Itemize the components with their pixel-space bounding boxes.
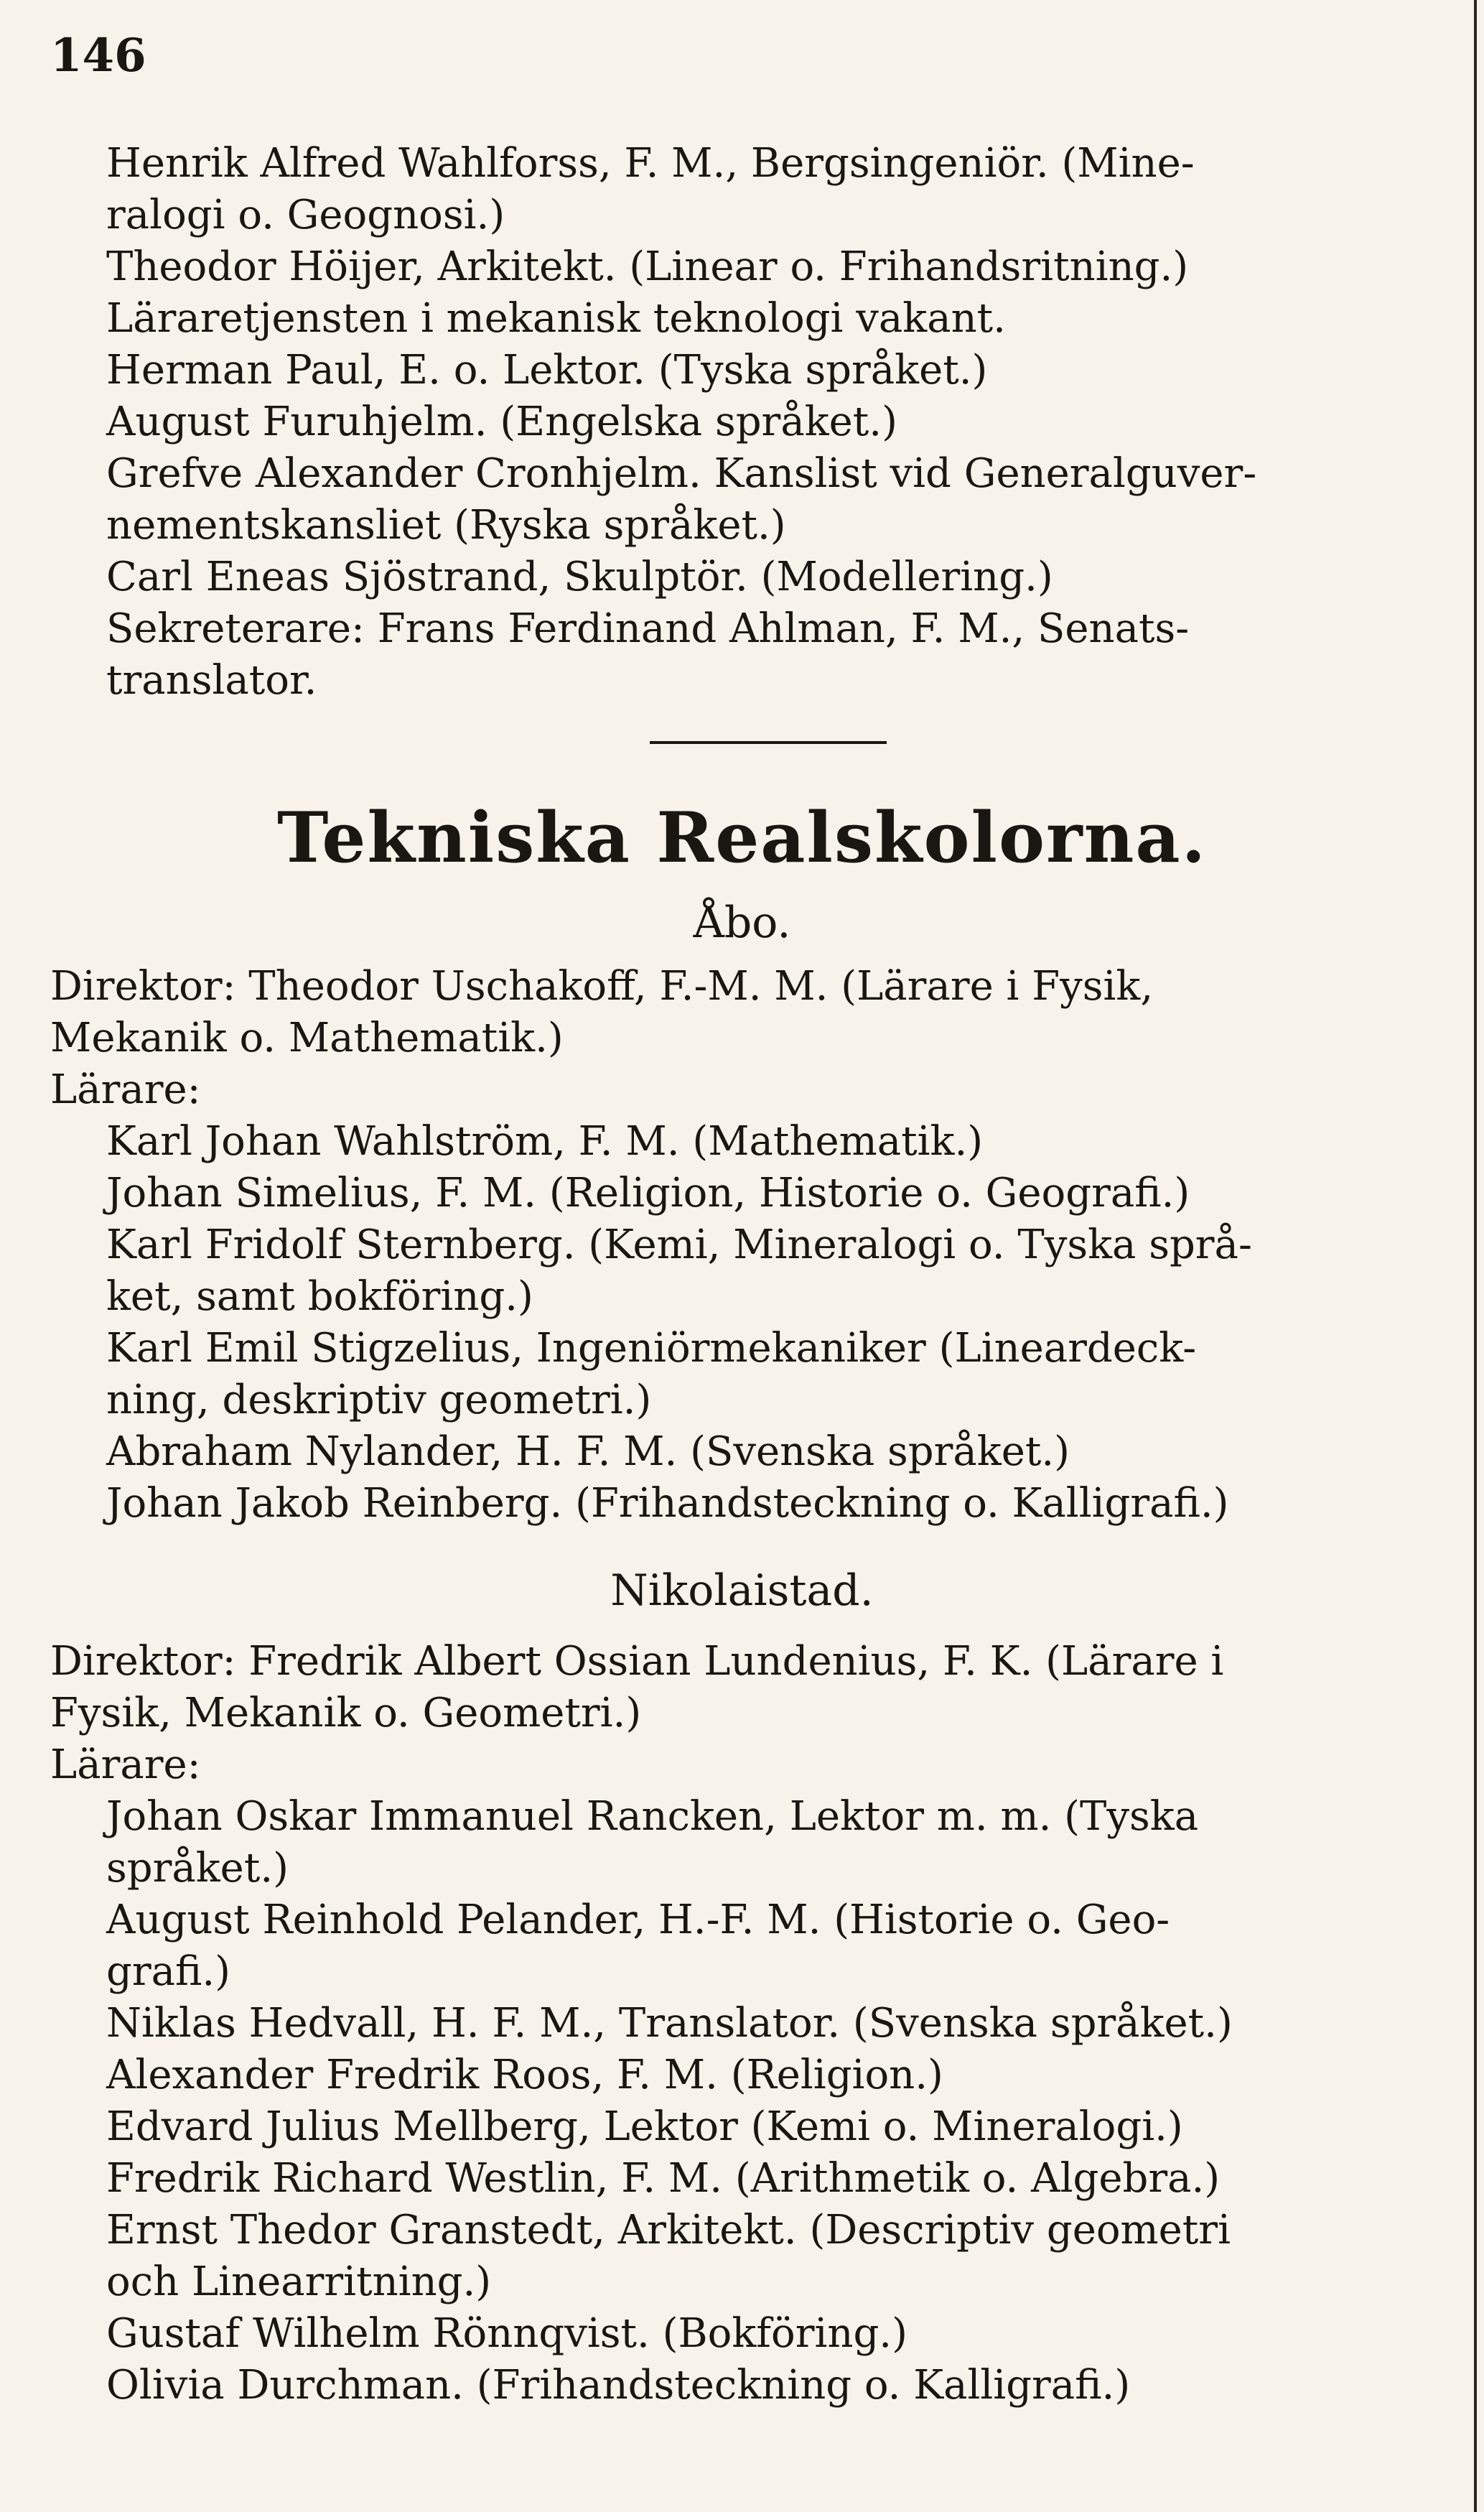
entry-line: Sekreterare: Frans Ferdinand Ahlman, F. M., Senats- — [106, 605, 1190, 652]
abo-teachers-label: Lärare: — [50, 1066, 201, 1113]
entry-line: nementskansliet (Ryska språket.) — [106, 502, 786, 549]
nikolaistad-teacher-line: Edvard Julius Mellberg, Lektor (Kemi o. Mineralogi.) — [106, 2103, 1183, 2150]
nikolaistad-teacher-line: Ernst Thedor Granstedt, Arkitekt. (Descriptiv geometri — [106, 2207, 1231, 2253]
entry-line: Henrik Alfred Wahlforss, F. M., Bergsingeniör. (Mine- — [106, 140, 1195, 187]
nikolaistad-teacher-line: språket.) — [106, 1845, 289, 1892]
nikolaistad-teachers-label: Lärare: — [50, 1741, 201, 1788]
entry-line: Theodor Höijer, Arkitekt. (Linear o. Frihandsritning.) — [106, 243, 1189, 290]
nikolaistad-teacher-line: Fredrik Richard Westlin, F. M. (Arithmetik o. Algebra.) — [106, 2155, 1221, 2202]
nikolaistad-teacher-line: Niklas Hedvall, H. F. M., Translator. (Svenska språket.) — [106, 2000, 1233, 2047]
section-divider — [650, 741, 887, 744]
entry-line: ralogi o. Geognosi.) — [106, 192, 505, 238]
nikolaistad-teacher-line: Gustaf Wilhelm Rönnqvist. (Bokföring.) — [106, 2310, 907, 2357]
entry-line: Herman Paul, E. o. Lektor. (Tyska språket.) — [106, 347, 988, 394]
abo-title: Åbo. — [693, 898, 791, 948]
nikolaistad-teacher-line: Johan Oskar Immanuel Rancken, Lektor m. m. (Tyska — [106, 1793, 1199, 1840]
entry-line: August Furuhjelm. (Engelska språket.) — [106, 399, 897, 445]
abo-teacher-line: Karl Johan Wahlström, F. M. (Mathematik.) — [106, 1118, 984, 1165]
abo-director-line: Direktor: Theodor Uschakoff, F.-M. M. (Lärare i Fysik, — [50, 963, 1154, 1010]
abo-teacher-line: Johan Jakob Reinberg. (Frihandsteckning o. Kalligrafi.) — [106, 1480, 1229, 1527]
entry-line: Läraretjensten i mekanisk teknologi vakant. — [106, 295, 1006, 342]
nikolaistad-teacher-line: grafi.) — [106, 1948, 231, 1995]
section-title: Tekniska Realskolorna. — [276, 797, 1208, 878]
nikolaistad-director-line: Fysik, Mekanik o. Geometri.) — [50, 1690, 642, 1736]
nikolaistad-teacher-line: Olivia Durchman. (Frihandsteckning o. Kalligrafi.) — [106, 2362, 1131, 2409]
nikolaistad-teacher-line: och Linearritning.) — [106, 2259, 492, 2305]
page-number: 146 — [50, 29, 146, 83]
abo-teacher-line: Johan Simelius, F. M. (Religion, Historie o. Geografi.) — [106, 1170, 1190, 1217]
entry-line: Carl Eneas Sjöstrand, Skulptör. (Modellering.) — [106, 554, 1053, 600]
nikolaistad-title: Nikolaistad. — [610, 1566, 874, 1616]
entry-line: translator. — [106, 657, 317, 704]
nikolaistad-teacher-line: August Reinhold Pelander, H.-F. M. (Historie o. Geo- — [106, 1897, 1170, 1943]
abo-teacher-line: Karl Emil Stigzelius, Ingeniörmekaniker (Lineardeck- — [106, 1325, 1197, 1372]
nikolaistad-director-line: Direktor: Fredrik Albert Ossian Lundenius, F. K. (Lärare i — [50, 1638, 1224, 1685]
entry-line: Grefve Alexander Cronhjelm. Kanslist vid Generalguver- — [106, 450, 1257, 497]
abo-teacher-line: Karl Fridolf Sternberg. (Kemi, Mineralogi o. Tyska språ- — [106, 1222, 1252, 1268]
abo-teacher-line: Abraham Nylander, H. F. M. (Svenska språket.) — [106, 1428, 1070, 1475]
abo-teacher-line: ning, deskriptiv geometri.) — [106, 1377, 652, 1423]
page-edge — [1474, 0, 1477, 2512]
abo-teacher-line: ket, samt bokföring.) — [106, 1273, 533, 1320]
nikolaistad-teacher-line: Alexander Fredrik Roos, F. M. (Religion.) — [106, 2052, 943, 2098]
abo-director-line: Mekanik o. Mathematik.) — [50, 1015, 564, 1061]
